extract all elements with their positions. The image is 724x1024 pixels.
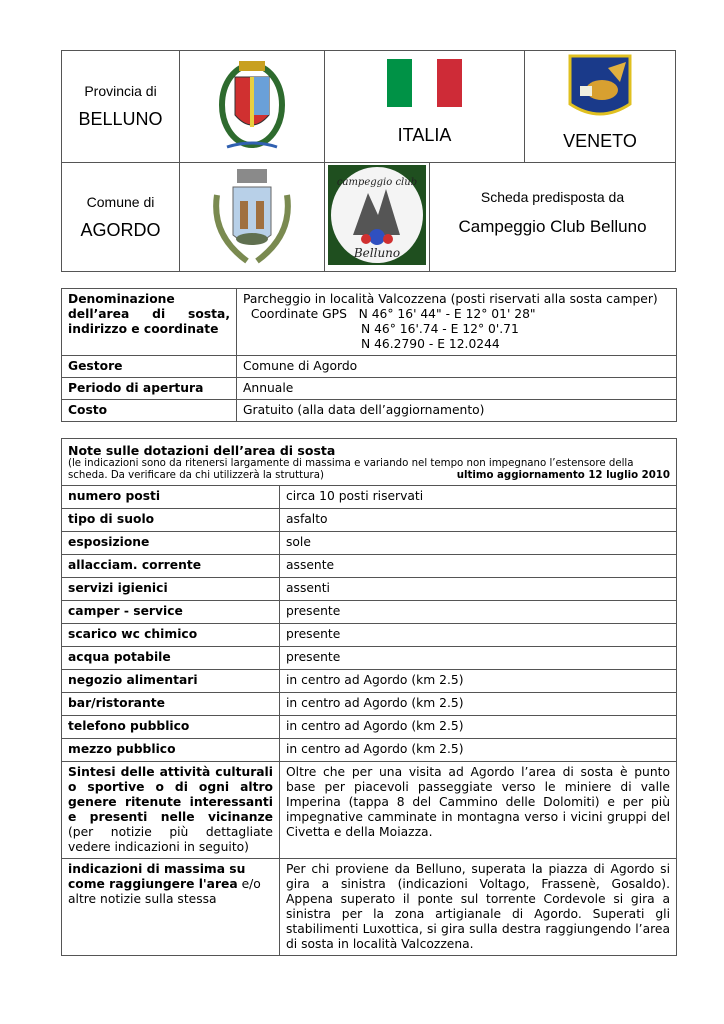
- svg-text:campeggio club: campeggio club: [336, 177, 418, 188]
- notes-header: [62, 439, 677, 486]
- info-table: [61, 288, 677, 422]
- directions-label: [62, 859, 280, 956]
- notes-label: tipo di suolo: [62, 509, 280, 532]
- gps-line-1: Coordinate GPS N 46° 16' 44" - E 12° 01' 28": [243, 307, 536, 321]
- notes-label: negozio alimentari: [62, 670, 280, 693]
- directions-label-bold: indicazioni di massima su come raggiungere l'area: [68, 862, 246, 891]
- notes-label: numero posti: [62, 486, 280, 509]
- provincia-name: BELLUNO: [78, 109, 163, 129]
- comune-name: AGORDO: [80, 219, 161, 240]
- notes-row: [62, 509, 677, 532]
- notes-row: [62, 601, 677, 624]
- info-row-denominazione: [62, 289, 677, 356]
- notes-value: sole: [280, 532, 677, 555]
- notes-label: scarico wc chimico: [62, 624, 280, 647]
- country-name: ITALIA: [397, 125, 452, 145]
- notes-value: in centro ad Agordo (km 2.5): [280, 739, 677, 762]
- prepared-by: Campeggio Club Belluno: [458, 217, 647, 236]
- gps-line-2: N 46° 16'.74 - E 12° 0'.71: [361, 322, 519, 336]
- notes-value: in centro ad Agordo (km 2.5): [280, 716, 677, 739]
- italia-cell: [325, 51, 525, 163]
- svg-text:Belluno: Belluno: [353, 246, 401, 260]
- notes-value: assenti: [280, 578, 677, 601]
- info-value: Gratuito (alla data dell’aggiornamento): [237, 400, 677, 422]
- belluno-coat-of-arms: [180, 51, 325, 163]
- notes-value: presente: [280, 647, 677, 670]
- info-label: Costo: [62, 400, 237, 422]
- activities-row: [62, 762, 677, 859]
- notes-label: acqua potabile: [62, 647, 280, 670]
- notes-label: servizi igienici: [62, 578, 280, 601]
- activities-label: [62, 762, 280, 859]
- notes-label: mezzo pubblico: [62, 739, 280, 762]
- info-label: Gestore: [62, 356, 237, 378]
- notes-value: presente: [280, 601, 677, 624]
- prepared-label: Scheda predisposta da: [480, 189, 625, 205]
- notes-row: [62, 532, 677, 555]
- notes-value: assente: [280, 555, 677, 578]
- info-row-costo: [62, 400, 677, 422]
- directions-value: Per chi proviene da Belluno, superata la piazza di Agordo si gira a sinistra (indicazioni Voltago, Frassenè, Gosaldo). Appena superato il ponte sul torrente Cordevole si gira a sinistra per la zona artigianale di Agordo. Superati gli stabilimenti Luxottica, si gira sulla destra raggiungendo l’area di sosta in località Valcozzena.: [280, 859, 677, 956]
- info-row-gestore: [62, 356, 677, 378]
- header-table: [61, 50, 676, 272]
- last-updated: ultimo aggiornamento 12 luglio 2010: [456, 470, 670, 481]
- notes-title: Note sulle dotazioni dell’area di sosta: [68, 443, 336, 458]
- notes-row: [62, 555, 677, 578]
- info-label: Denominazione dell’area di sosta, indirizzo e coordinate: [62, 289, 237, 356]
- notes-label: bar/ristorante: [62, 693, 280, 716]
- activities-label-bold: Sintesi delle attività culturali o sportive o di ogni altro genere ritenute interessanti e presenti nelle vicinanze: [68, 765, 273, 824]
- agordo-coat-of-arms: [180, 163, 325, 272]
- notes-label: camper - service: [62, 601, 280, 624]
- italy-flag-icon: [387, 59, 463, 107]
- agordo-crest-icon: [207, 165, 297, 265]
- notes-table: [61, 438, 677, 956]
- notes-row: [62, 693, 677, 716]
- region-name: VENETO: [563, 131, 637, 151]
- notes-value: asfalto: [280, 509, 677, 532]
- notes-value: presente: [280, 624, 677, 647]
- veneto-cell: [525, 51, 676, 163]
- notes-row: [62, 624, 677, 647]
- gps-line-3: N 46.2790 - E 12.0244: [361, 337, 500, 351]
- notes-value: in centro ad Agordo (km 2.5): [280, 670, 677, 693]
- notes-label: allacciam. corrente: [62, 555, 280, 578]
- veneto-lion-icon: [568, 54, 632, 122]
- info-value: Comune di Agordo: [237, 356, 677, 378]
- notes-label: esposizione: [62, 532, 280, 555]
- notes-row: [62, 670, 677, 693]
- comune-label: Comune di: [86, 193, 155, 210]
- notes-header-row: [62, 439, 677, 486]
- club-logo: [325, 163, 430, 272]
- comune-cell: [62, 163, 180, 272]
- notes-label: telefono pubblico: [62, 716, 280, 739]
- info-row-periodo: [62, 378, 677, 400]
- info-value: Annuale: [237, 378, 677, 400]
- belluno-crest-icon: [217, 55, 287, 155]
- activities-label-note: (per notizie più dettagliate vedere indicazioni in seguito): [68, 825, 273, 854]
- notes-value: circa 10 posti riservati: [280, 486, 677, 509]
- notes-row: [62, 716, 677, 739]
- notes-value: in centro ad Agordo (km 2.5): [280, 693, 677, 716]
- prepared-by-cell: [430, 163, 676, 272]
- provincia-label: Provincia di: [84, 83, 157, 99]
- notes-row: [62, 739, 677, 762]
- notes-subtitle: [68, 458, 670, 482]
- campeggio-club-logo-icon: [328, 165, 426, 265]
- address-line: Parcheggio in località Valcozzena (posti riservati alla sosta camper): [243, 292, 658, 306]
- notes-row: [62, 578, 677, 601]
- info-value-address: [237, 289, 677, 356]
- directions-label-note: e/o altre notizie sulla stessa: [68, 877, 261, 906]
- notes-row: [62, 647, 677, 670]
- info-label: Periodo di apertura: [62, 378, 237, 400]
- directions-row: [62, 859, 677, 956]
- notes-disclaimer: (le indicazioni sono da ritenersi largamente di massima e variando nel tempo non impegnano l’estensore della scheda. Da verificare da chi utilizzerà la struttura): [68, 458, 634, 481]
- activities-value: Oltre che per una visita ad Agordo l’area di sosta è punto base per piacevoli passeggiate verso le miniere di valle Imperina (tappa 8 del Cammino delle Dolomiti) e per più impegnative camminate in montagna verso i vicini gruppi del Civetta e della Moiazza.: [280, 762, 677, 859]
- notes-row: [62, 486, 677, 509]
- provincia-cell: [62, 51, 180, 163]
